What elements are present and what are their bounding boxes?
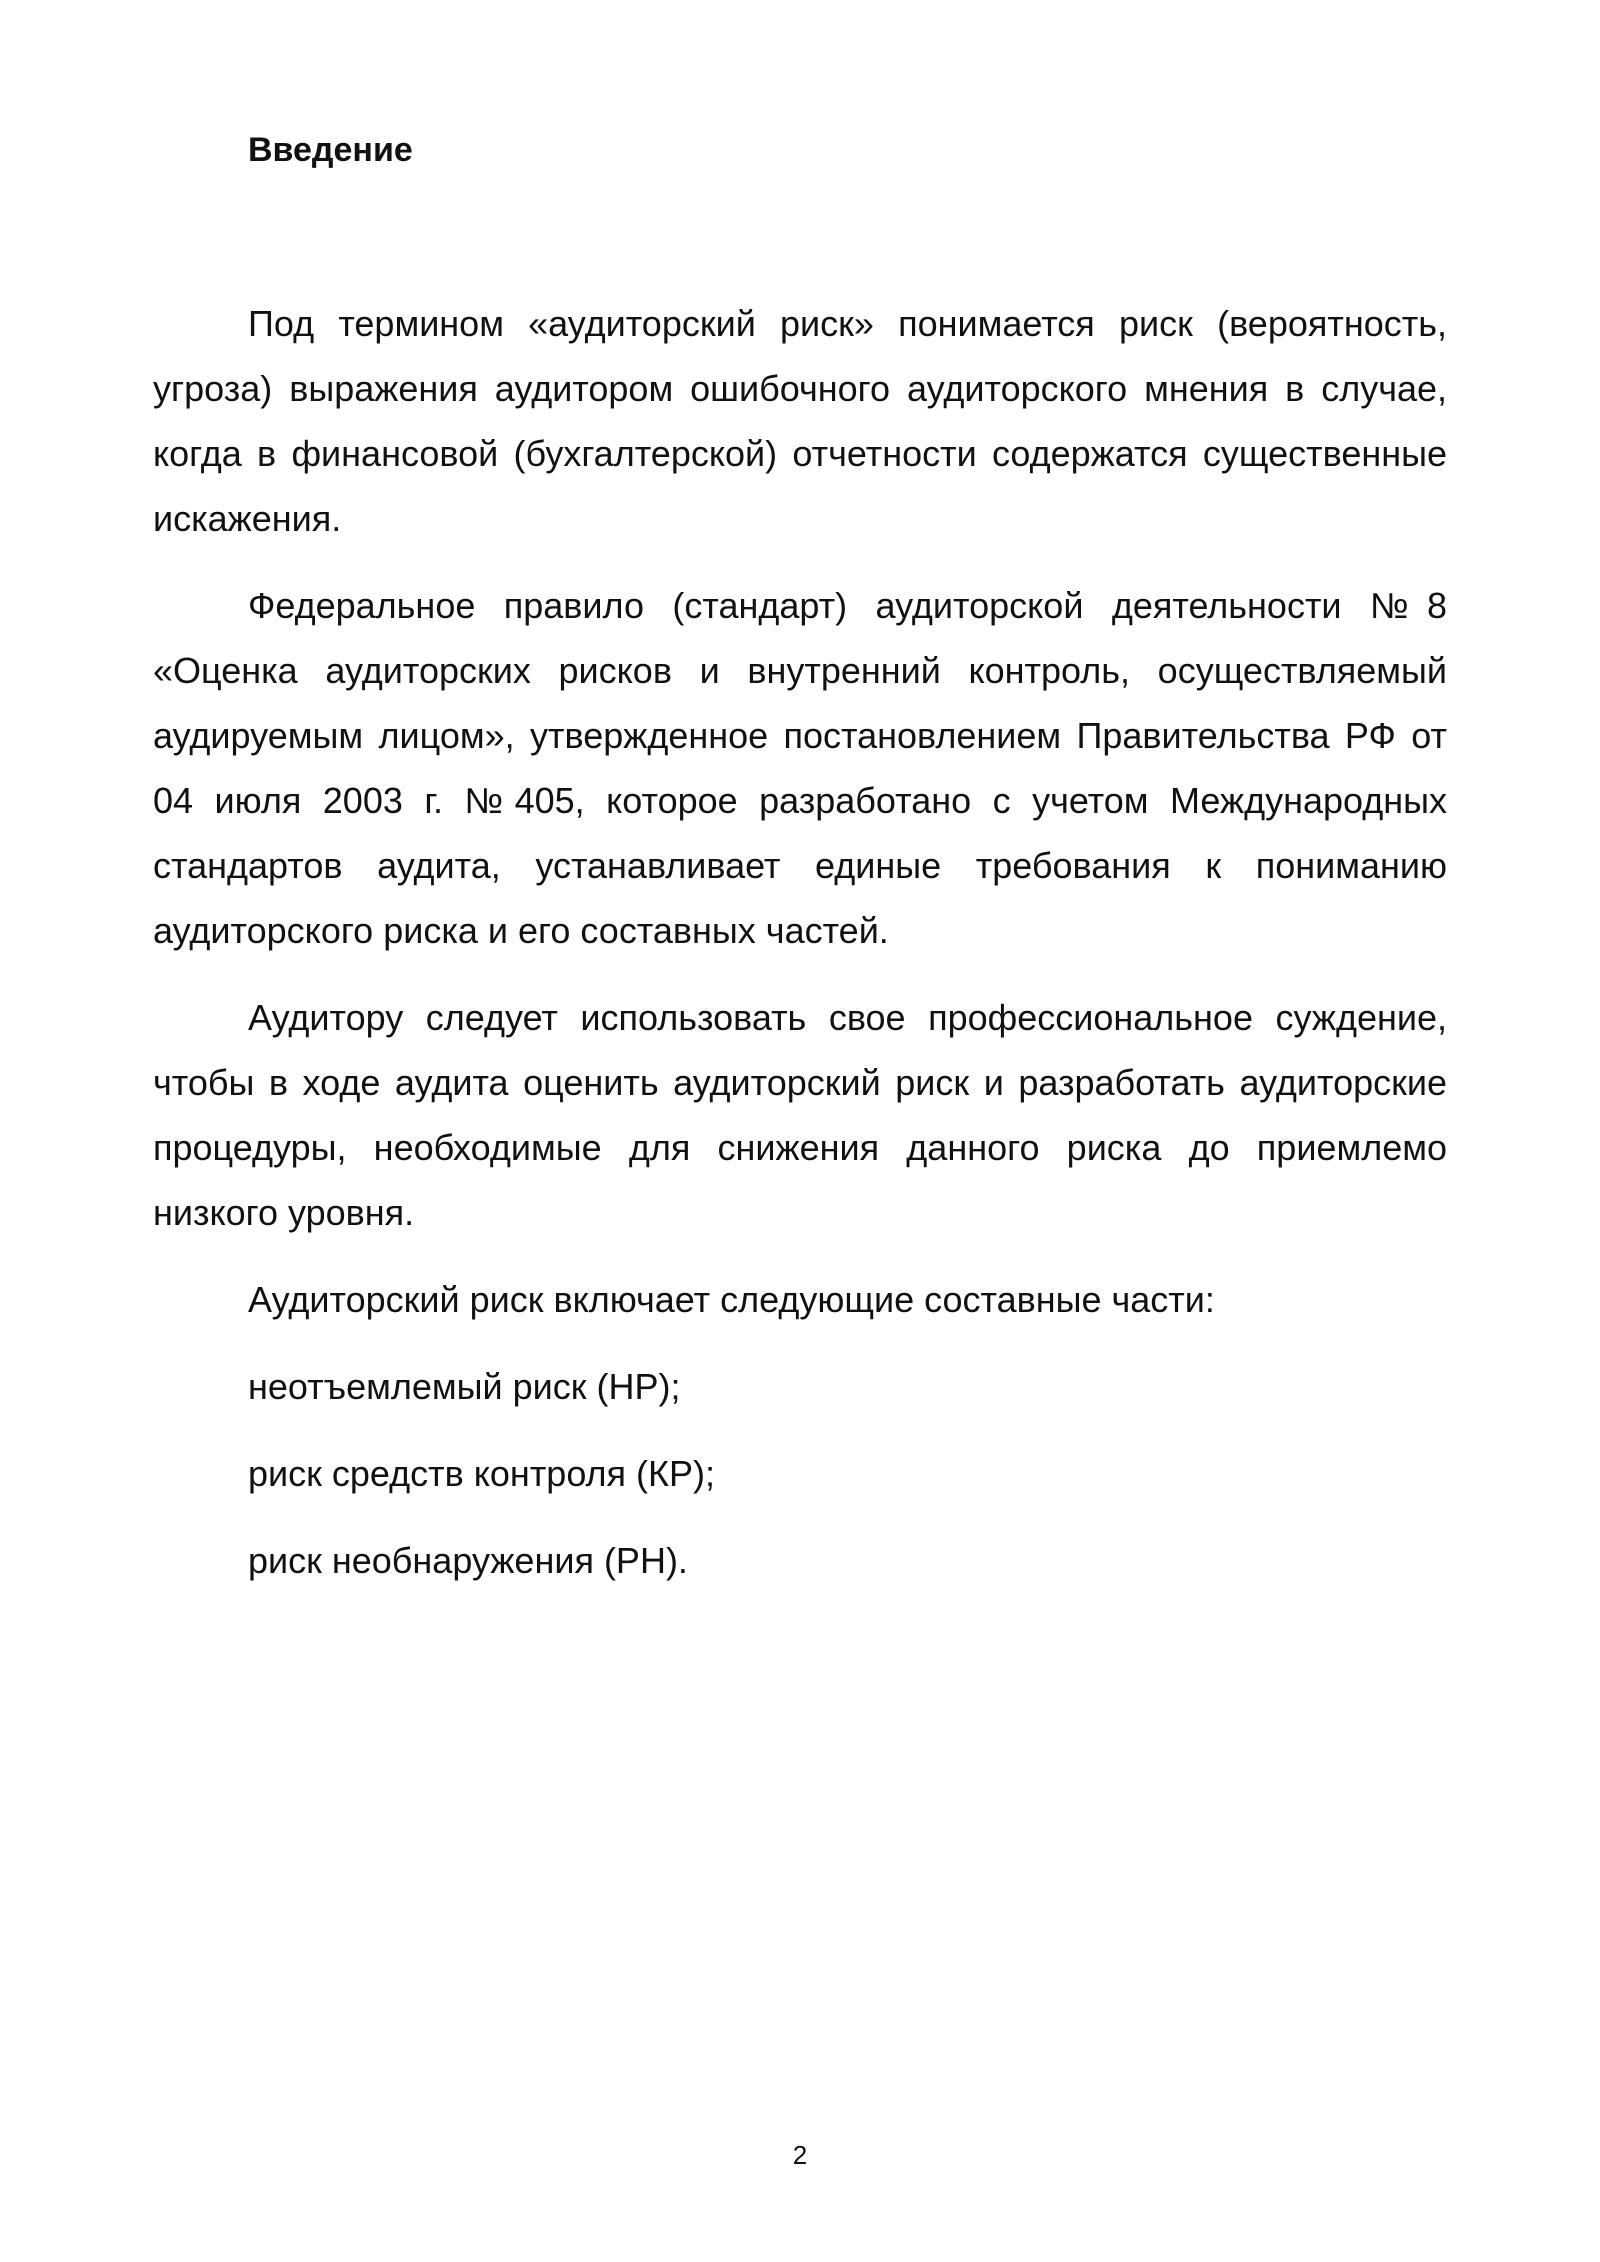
paragraph-components-intro: Аудиторский риск включает следующие составные части: [248,1279,1215,1320]
page-number: 2 [792,2140,808,2170]
paragraph-professional-judgment: Аудитору следует использовать свое профессиональное суждение, чтобы в ходе аудита оценить аудиторский риск и разработать аудиторские процедуры, необходимые для снижения данного риска до приемлемо низкого уровня. [153,997,1447,1233]
document-body [153,291,1447,1615]
list-item-inherent-risk: неотъемлемый риск (НР); [248,1366,681,1407]
list-item-control-risk: риск средств контроля (КР); [248,1453,716,1494]
section-heading: Введение [248,131,413,169]
list-item-detection-risk: риск необнаружения (РН). [248,1540,688,1581]
paragraph-audit-risk-definition: Под термином «аудиторский риск» понимается риск (вероятность, угроза) выражения аудитором ошибочного аудиторского мнения в случае, когда в финансовой (бухгалтерской) отчетности содержатся существенные искажения. [153,303,1447,539]
paragraph-federal-standard: Федеральное правило (стандарт) аудиторской деятельности №8 «Оценка аудиторских рисков и внутренний контроль, осуществляемый аудируемым лицом», утвержденное постановлением Правительства РФ от 04 июля 2003 г. №405, которое разработано с учетом Международных стандартов аудита, устанавливает единые требования к пониманию аудиторского риска и его составных частей. [153,585,1447,951]
